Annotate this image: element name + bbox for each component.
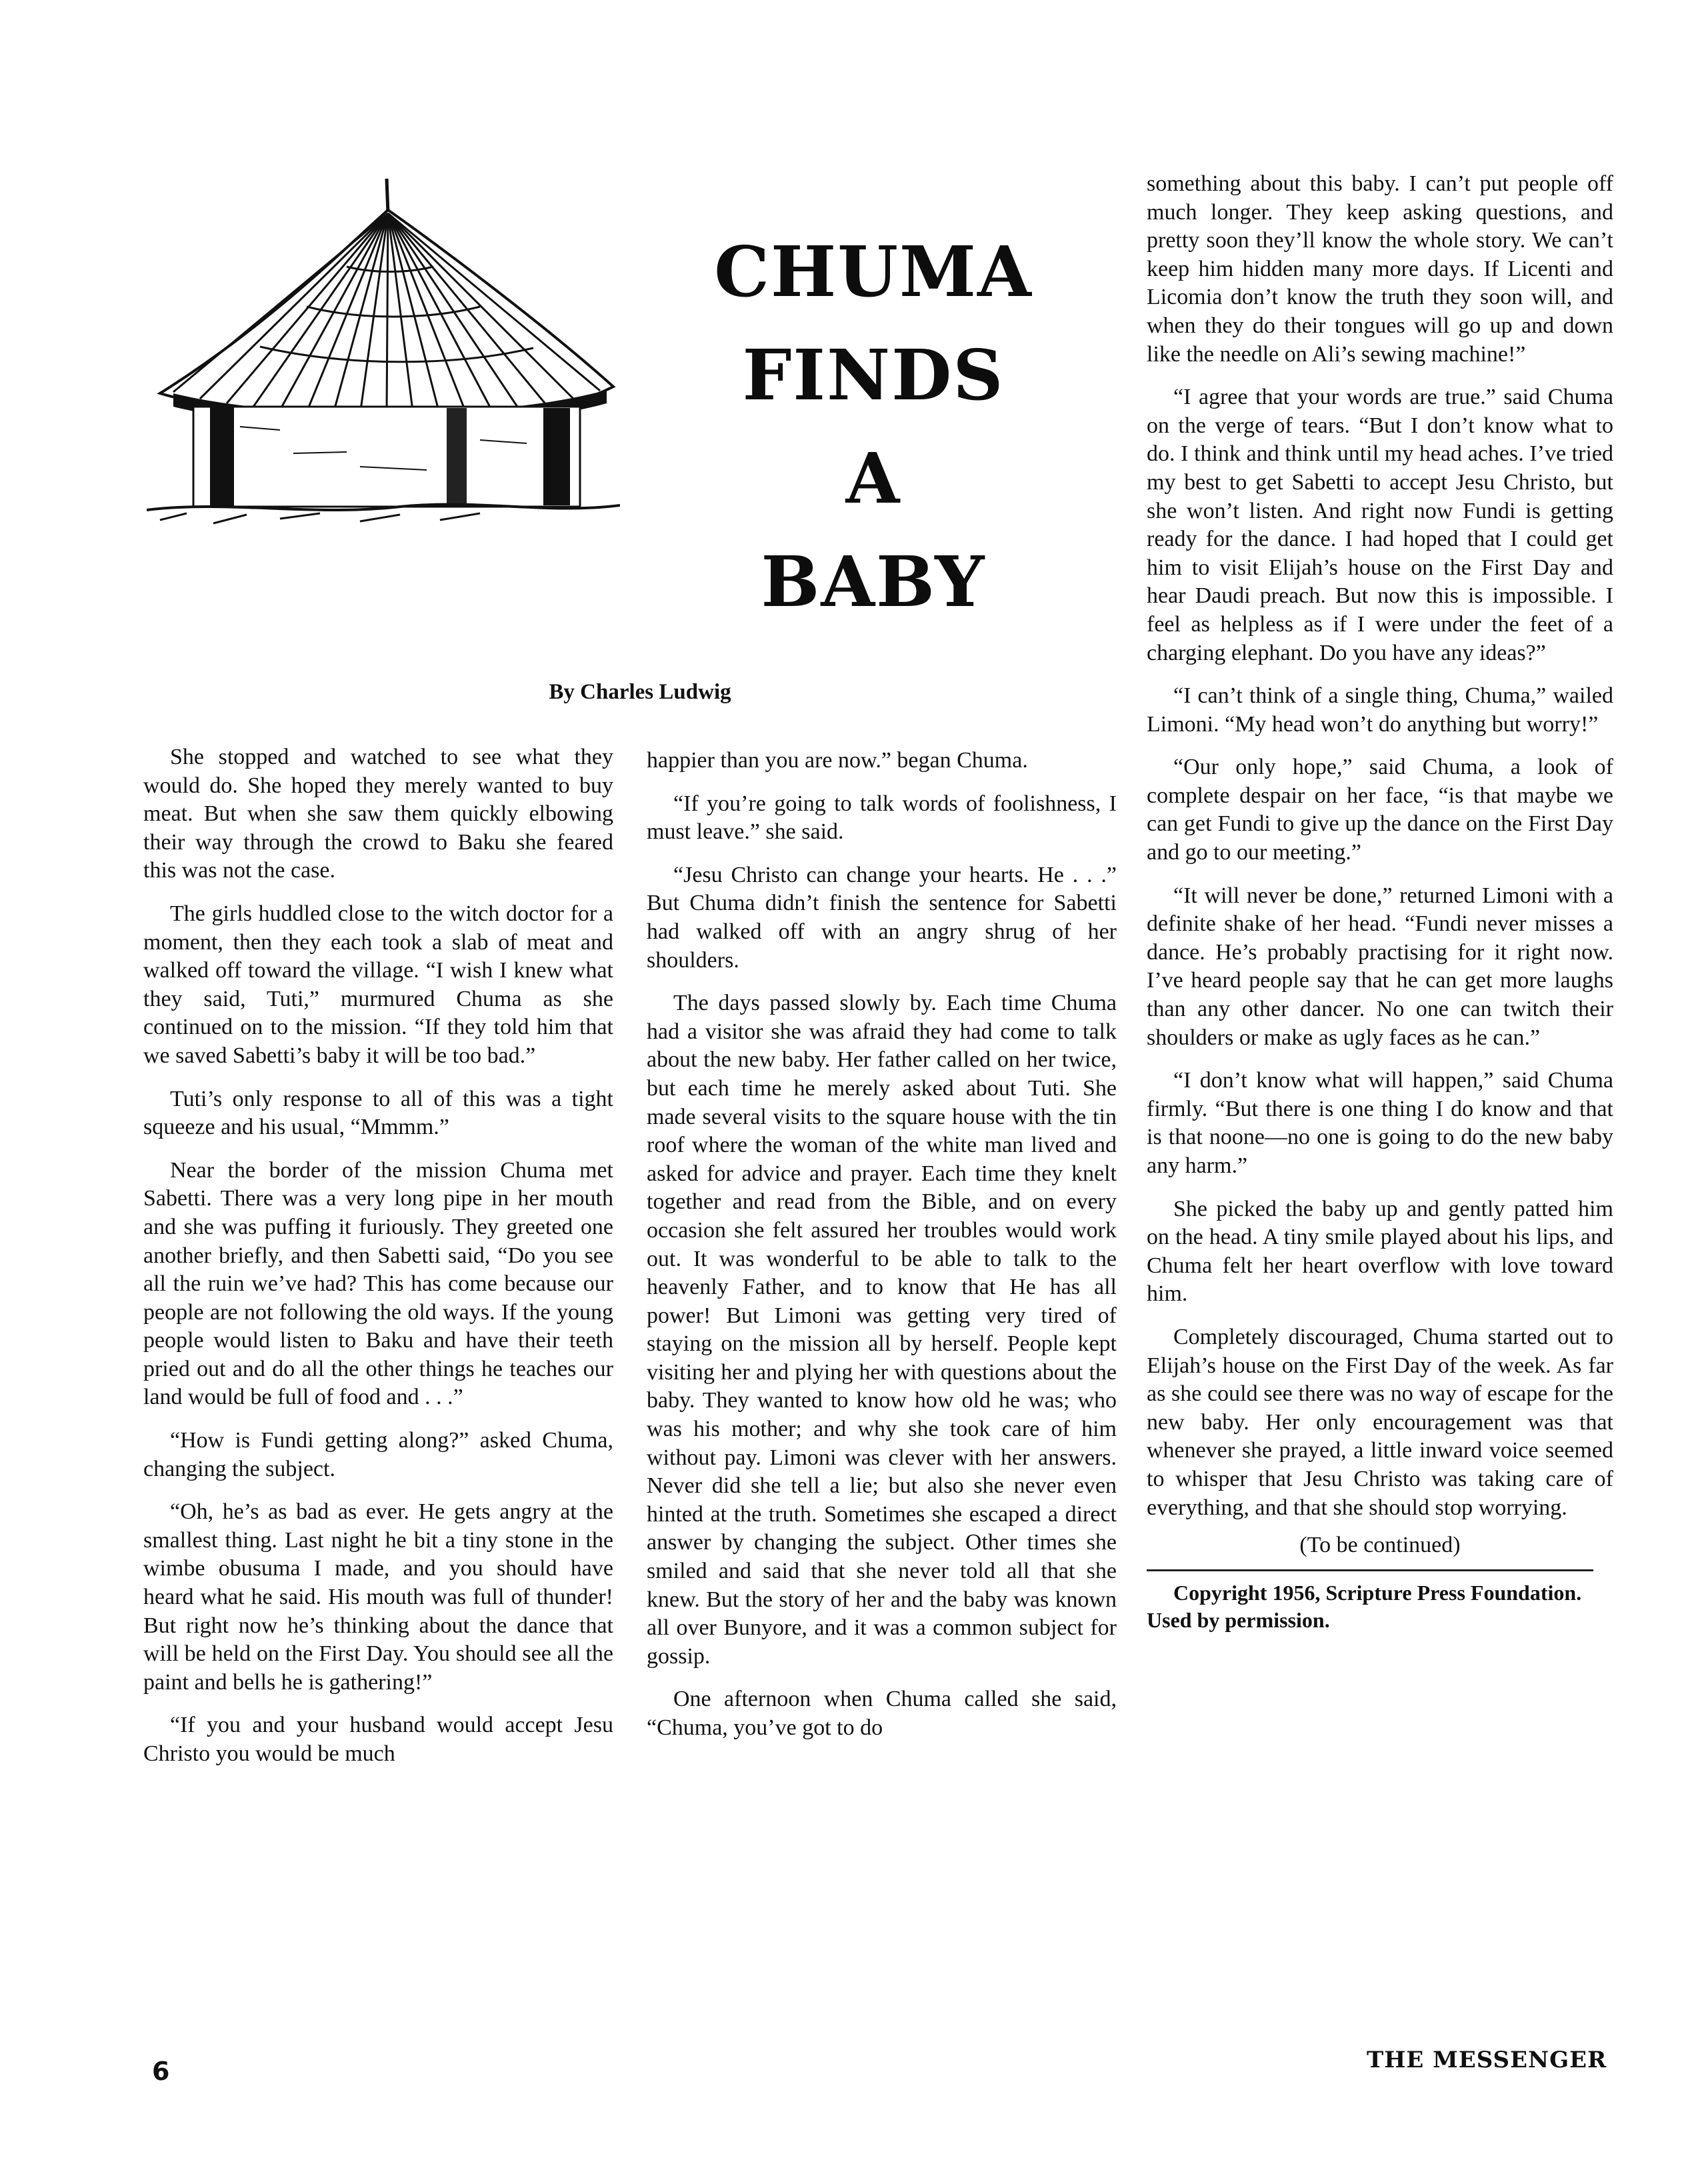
column-2 bbox=[647, 747, 1117, 1757]
paragraph: The girls huddled close to the witch doctor for a moment, then they each took a slab of meat and walked off toward the village. “I wish I knew what they said, Tuti,” murmured Chuma as she continued on to the mission. “If they told him that we saved Sabetti’s baby it will be too bad.” bbox=[143, 901, 613, 1068]
paragraph: “Jesu Christo can change your hearts. He . . .” But Chuma didn’t finish the sentence for Sabetti had walked off with an angry shrug of her shoulders. bbox=[647, 862, 1117, 973]
paragraph-continued: something about this baby. I can’t put people off much longer. They keep asking questions, and pretty soon they’ll know the whole story. We can’t keep him hidden many more days. If Licenti and Licomia don’t know the truth they soon will, and when they do their tongues will go up and down like the needle on Ali’s sewing machine!” bbox=[1147, 171, 1613, 367]
paragraph: One afternoon when Chuma called she said, “Chuma, you’ve got to do bbox=[647, 1687, 1117, 1740]
paragraph: Near the border of the mission Chuma met Sabetti. There was a very long pipe in her mouth and she was puffing it furiously. They greeted one another briefly, and then Sabetti said, “Do you see all the ruin we’ve had? This has come because our people are not following the old ways. If the young people would listen to Baku and have their teeth pried out and do all the other things he teaches our land would be full of food and . . .” bbox=[143, 1157, 613, 1410]
paragraph: “Oh, he’s as bad as ever. He gets angry at the smallest thing. Last night he bit a tiny stone in the wimbe obusuma I made, and you should have heard what he said. His mouth was full of thunder! But right now he’s thinking about the dance that will be held on the First Day. You should see all the paint and bells he is gathering!” bbox=[143, 1499, 613, 1695]
paragraph: “If you and your husband would accept Jesu Christo you would be much bbox=[143, 1713, 613, 1766]
title-line-2: FINDS bbox=[742, 334, 1005, 416]
paragraph: “I don’t know what will happen,” said Chuma firmly. “But there is one thing I do know and that is that noone—no one is going to do the new baby any harm.” bbox=[1147, 1068, 1613, 1178]
to-be-continued: (To be continued) bbox=[1299, 1533, 1461, 1558]
copyright-notice: Copyright 1956, Scripture Press Foundation. Used by permission. bbox=[1147, 1580, 1582, 1632]
paragraph: “Our only hope,” said Chuma, a look of complete despair on her face, “is that maybe we can get Fundi to give up the dance on the First Day and go to our meeting.” bbox=[1147, 755, 1613, 865]
title-line-3: A bbox=[845, 437, 901, 519]
paragraph: She picked the baby up and gently patted him on the head. A tiny smile played about his lips, and Chuma felt her heart overflow with love toward him. bbox=[1147, 1196, 1613, 1307]
magazine-name: THE MESSENGER bbox=[1367, 2047, 1607, 2073]
byline: By Charles Ludwig bbox=[549, 680, 731, 704]
column-3 bbox=[1147, 170, 1613, 1649]
paragraph: Tuti’s only response to all of this was a tight squeeze and his usual, “Mmmm.” bbox=[143, 1086, 613, 1140]
title-line-4: BABY bbox=[761, 541, 986, 623]
paragraph: “I can’t think of a single thing, Chuma,” wailed Limoni. “My head won’t do anything but worry!” bbox=[1147, 683, 1613, 737]
paragraph: “If you’re going to talk words of foolishness, I must leave.” she said. bbox=[647, 791, 1117, 845]
paragraph: “How is Fundi getting along?” asked Chuma, changing the subject. bbox=[143, 1428, 613, 1481]
paragraph: Completely discouraged, Chuma started out to Elijah’s house on the First Day of the week. As far as she could see there was no way of escape for the new baby. Her only encouragement was that whenever she prayed, a little inward voice seemed to whisper that Jesu Christo was taking care of everything, and that she should stop worrying. bbox=[1147, 1324, 1613, 1520]
paragraph: She stopped and watched to see what they would do. She hoped they merely wanted to buy meat. But when she saw them quickly elbowing their way through the crowd to Baku she feared this was not the case. bbox=[143, 745, 613, 883]
paragraph: The days passed slowly by. Each time Chuma had a visitor she was afraid they had come to talk about the new baby. Her father called on her twice, but each time he merely asked about Tuti. She made several visits to the square house with the tin roof where the woman of the white man lived and asked for advice and prayer. Each time they knelt together and read from the Bible, and on every occasion she felt assured her troubles would work out. It was wonderful to be able to talk to the heavenly Father, and to know that He has all power! But Limoni was getting very tired of staying on the mission all by herself. People kept visiting her and plying her with questions about the baby. They wanted to know how old he was; who was his mother; and why she took care of him without pay. Limoni was clever with her answers. Never did she tell a lie; but also she never even hinted at the truth. Sometimes she escaped a direct answer by changing the subject. Other times she smiled and said that she never told all that she knew. But the story of her and the baby was known all over Bunyore, and it was a common subject for gossip. bbox=[647, 991, 1117, 1669]
paragraph: “I agree that your words are true.” said Chuma on the verge of tears. “But I don’t know what to do. I think and think until my head aches. I’ve tried my best to get Sabetti to accept Jesu Christo, but she won’t listen. And right now Fundi is getting ready for the dance. I had hoped that I could get him to visit Elijah’s house on the First Day and hear Daudi preach. But now this is impossible. I feel as helpless as if I were under the feet of a charging elephant. Do you have any ideas?” bbox=[1147, 385, 1613, 665]
paragraph-continued: happier than you are now.” began Chuma. bbox=[647, 748, 1028, 773]
column-1 bbox=[143, 743, 613, 1783]
article-title bbox=[693, 220, 1053, 633]
title-line-1: CHUMA bbox=[714, 231, 1033, 313]
hut-illustration bbox=[147, 173, 620, 547]
page-number: 6 bbox=[152, 2057, 170, 2086]
divider bbox=[1147, 1569, 1593, 1571]
paragraph: “It will never be done,” returned Limoni with a definite shake of her head. “Fundi never misses a dance. He’s probably practising for it right now. I’ve heard people say that he can get more laughs than any other dancer. No one can twitch their shoulders or make as ugly faces as he can.” bbox=[1147, 883, 1613, 1050]
